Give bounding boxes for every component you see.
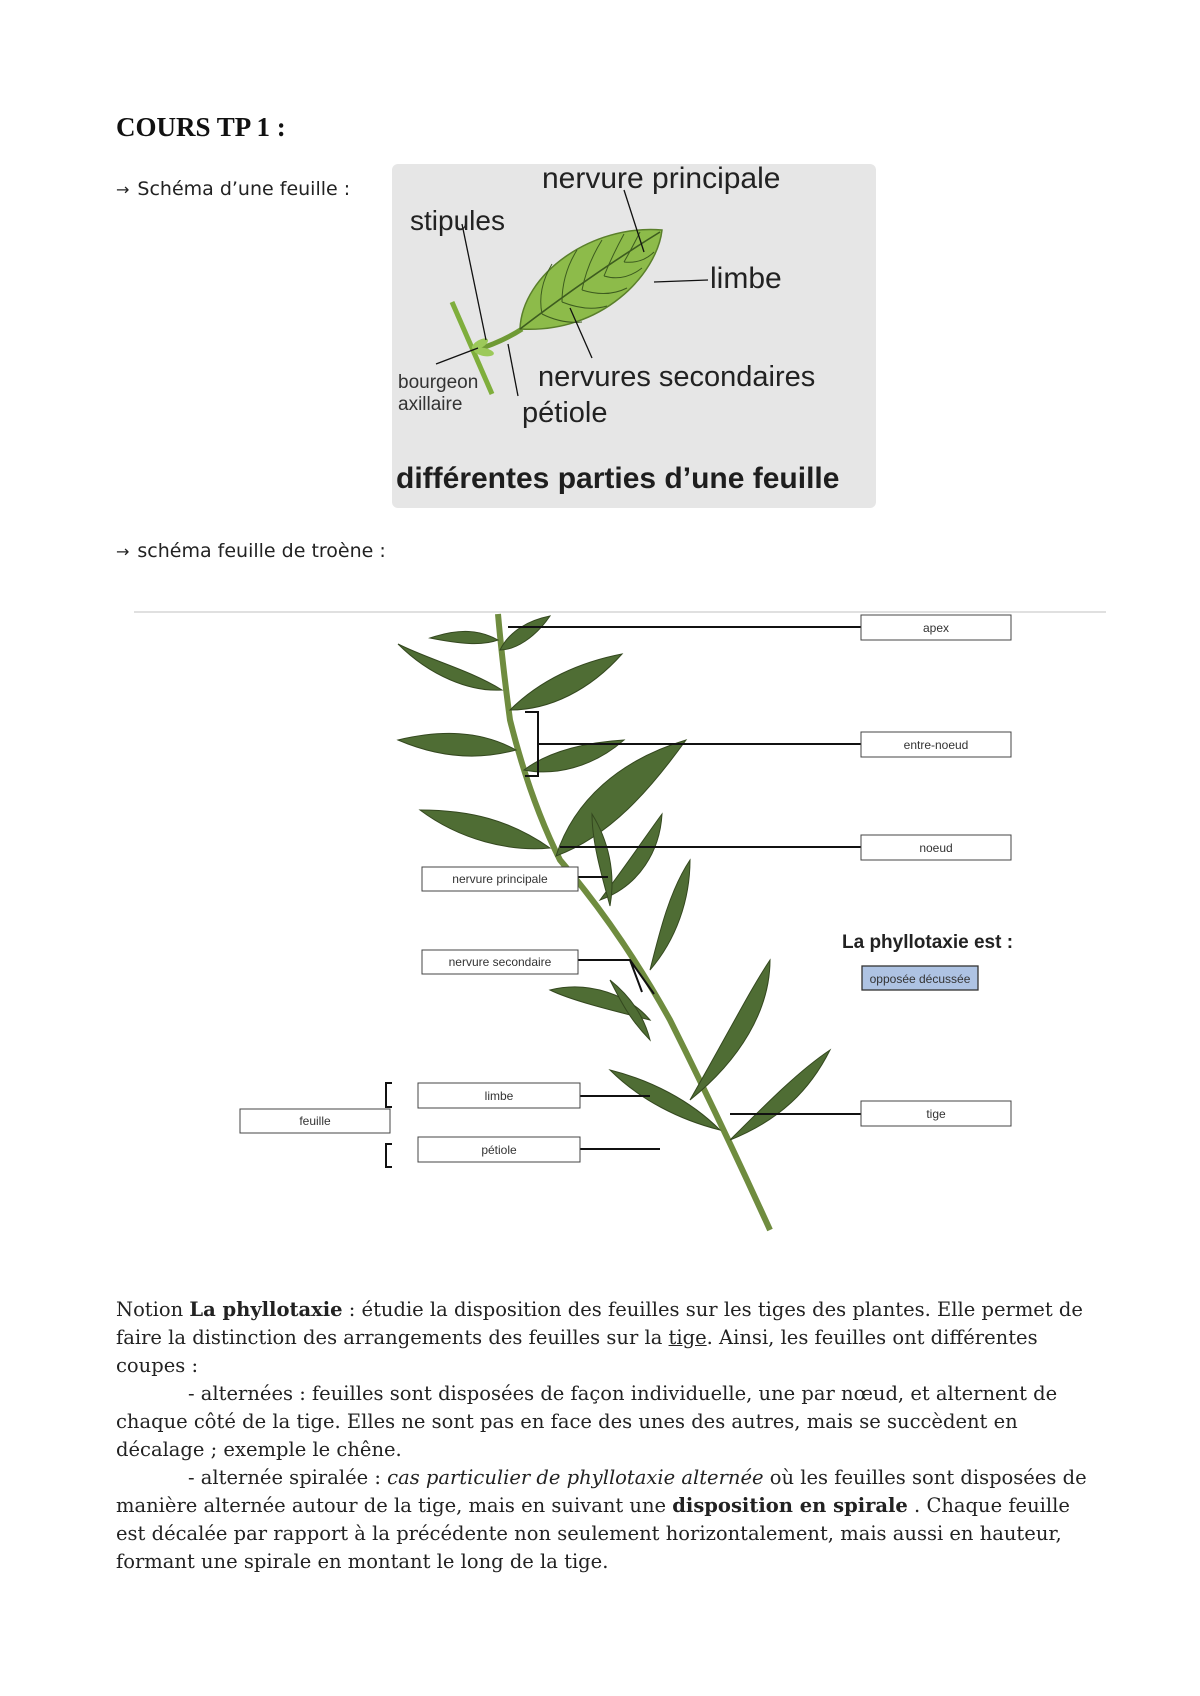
label-nervures-secondaires: nervures secondaires <box>538 361 816 393</box>
right-arrow-icon: → <box>116 542 130 561</box>
spiralee-prefix: - alternée spiralée : <box>188 1466 388 1489</box>
phyllotaxie-term: La phyllotaxie <box>189 1298 343 1321</box>
box-entre-noeud: entre-noeud <box>903 738 969 752</box>
label-petiole: pétiole <box>522 397 608 429</box>
paragraph-definition <box>116 1296 1096 1380</box>
leaf-diagram-caption: différentes parties d’une feuille <box>396 462 840 495</box>
phyllotaxie-title: La phyllotaxie est : <box>842 932 1014 953</box>
box-petiole: pétiole <box>481 1143 517 1157</box>
privet-diagram-heading <box>116 540 386 562</box>
spiralee-end: . Chaque feuille est décalée par rapport à la précédente non seulement horizontalement, mais aussi en hauteur, formant une spirale en montant le long de la tige. <box>116 1494 1070 1573</box>
phyllotaxie-answer: opposée décussée <box>869 972 971 986</box>
definition-text: : étudie la disposition des feuilles sur les tiges des plantes. Elle permet de faire la distinction des arrangements des feuilles sur la <box>116 1298 1083 1349</box>
spiralee-mid: où les feuilles sont disposées de manière alternée autour de la tige, mais en suivant une <box>116 1466 1087 1517</box>
page-title: COURS TP 1 : <box>116 112 286 142</box>
box-feuille: feuille <box>299 1114 331 1128</box>
privet-leaf-diagram <box>130 600 1110 1250</box>
phyllotaxie-notes <box>116 1296 1096 1576</box>
box-noeud: noeud <box>919 841 953 855</box>
spiralee-italic: cas particulier de phyllotaxie alternée <box>387 1466 764 1489</box>
leaf-parts-diagram <box>392 164 876 508</box>
box-apex: apex <box>922 621 950 635</box>
label-nervure-principale: nervure principale <box>542 164 781 195</box>
paragraph-alternees: - alternées : feuilles sont disposées de façon individuelle, une par nœud, et alternent de chaque côté de la tige. Elles ne sont pas en face des unes des autres, mais se succèdent en décalage ; exemple le chêne. <box>116 1382 1058 1461</box>
label-stipules: stipules <box>410 205 505 236</box>
privet-diagram-heading-text: schéma feuille de troène : <box>137 540 386 562</box>
box-limbe: limbe <box>484 1089 514 1103</box>
box-tige: tige <box>926 1107 946 1121</box>
spiralee-bold: disposition en spirale <box>672 1494 908 1517</box>
underlined-tige: tige <box>668 1326 707 1349</box>
box-nervure-principale: nervure principale <box>452 872 548 886</box>
notion-prefix: Notion <box>116 1298 190 1321</box>
leaf-diagram-heading-text: Schéma d’une feuille : <box>137 178 351 200</box>
label-bourgeon: bourgeon <box>398 372 479 393</box>
label-axillaire: axillaire <box>398 394 463 415</box>
box-nervure-secondaire: nervure secondaire <box>448 955 552 969</box>
definition-end: . Ainsi, les feuilles ont différentes coupes : <box>116 1326 1038 1377</box>
right-arrow-icon: → <box>116 180 130 199</box>
leaf-diagram-heading <box>116 178 350 200</box>
label-limbe: limbe <box>710 262 782 295</box>
paragraph-alternee-spiralee <box>116 1464 1096 1576</box>
